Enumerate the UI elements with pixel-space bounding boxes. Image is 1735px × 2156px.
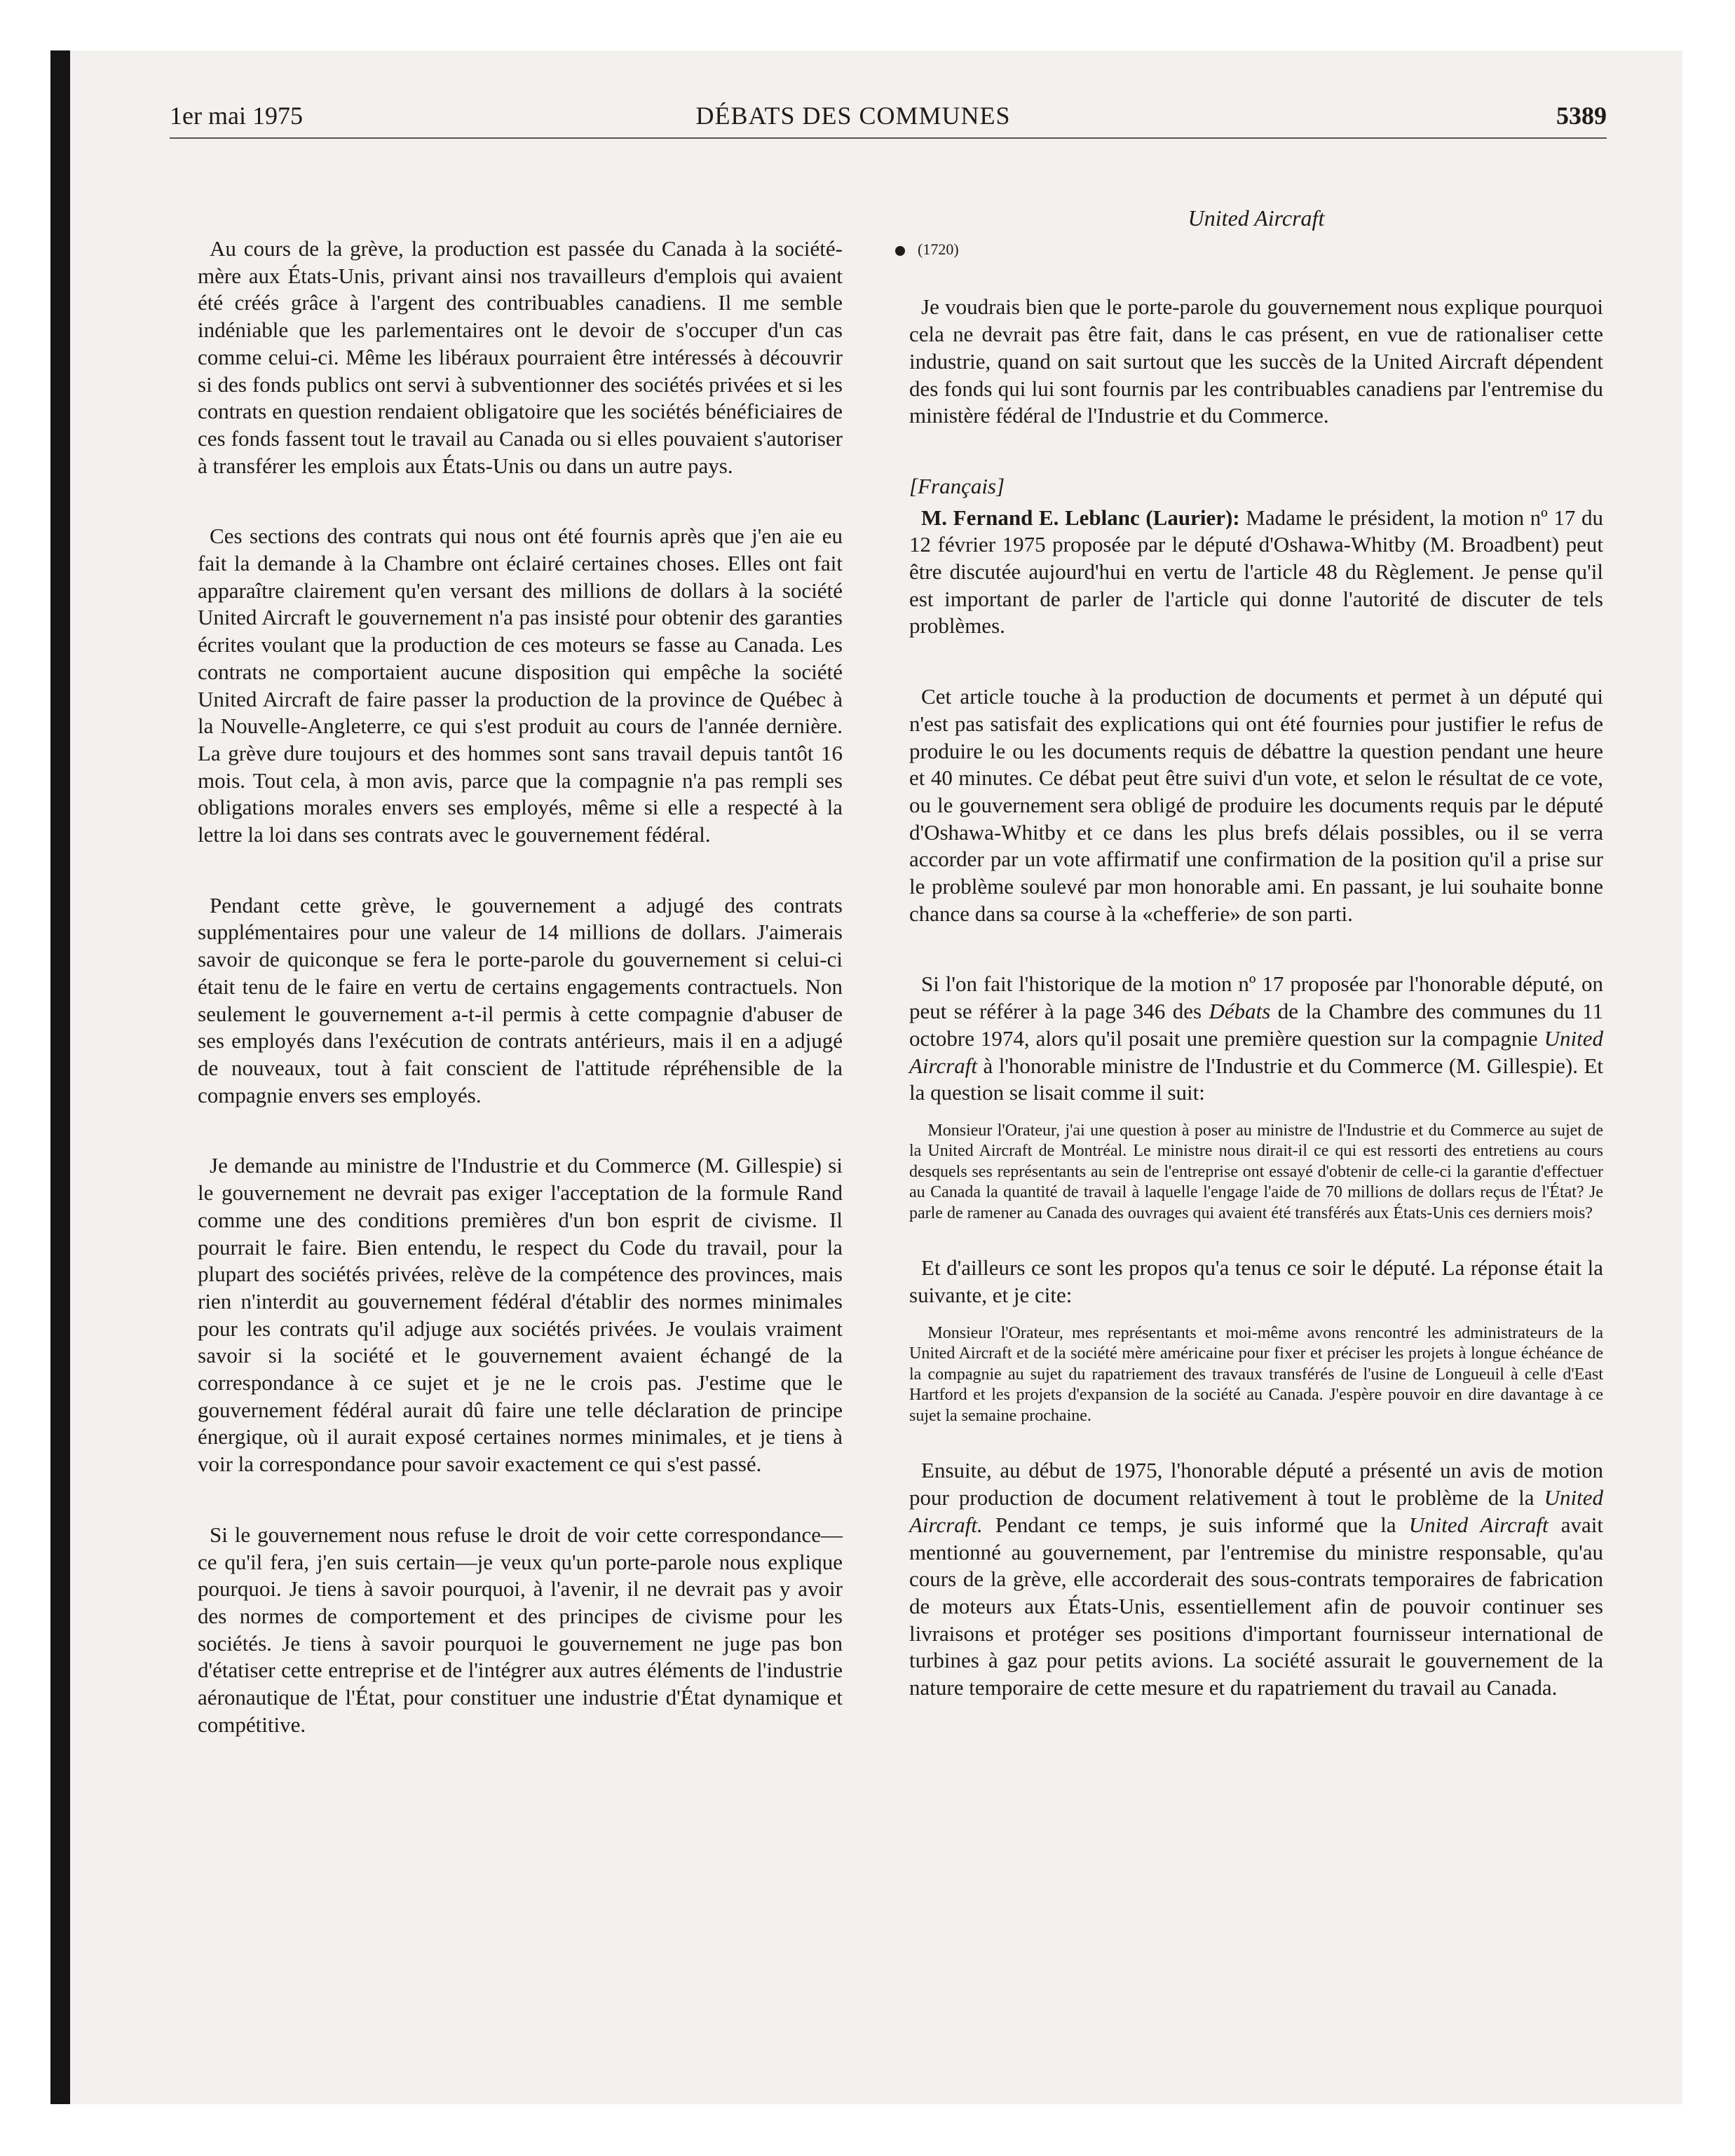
left-paragraph-3: Pendant cette grève, le gouvernement a adjugé des contrats supplémentaires pour une valeur de 14 millions de dollars. J'aimerais savoir de quiconque se fera le porte-parole du gouvernement si celui-ci était tenu de le faire en vertu de certains engagements contractuels. Non seulement le gouvernement a-t-il permis à cette compagnie d'abuser de ses employés dans l'exécution de contrats antérieurs, mais il en a adjugé de nouveaux, tout à fait conscient de l'attitude répréhensible de la compagnie envers ses employés. [198,892,843,1107]
header-rule [170,137,1607,139]
speaker-name: M. Fernand E. Leblanc (Laurier): [921,505,1240,530]
p4-debats: Débats [1209,999,1271,1024]
right-paragraph-2-text: Madame le président, la motion nº 17 du 12 février 1975 proposée par le député d'Oshawa-Whitby (M. Broadbent) peut être discutée aujourd'hui en vertu de l'article 48 du Règlement. Je pense qu'il est important de parler de l'article qui donne l'autorité de discuter de tels problèmes. [909,505,1604,639]
p6-text-c: avait mentionné au gouvernement, par l'entremise du ministre responsable, qu'au cours de la grève, elle accorderait des sous-contrats temporaires de fabrication de moteurs aux États-Unis, essentiellement afin de pouvoir continuer ses livraisons et protéger ses positions d'important fournisseur international de turbines à gaz pour petits avions. La société assurait le gouvernement de la nature temporaire de cette mesure et du rapatriement du travail au Canada. [909,1512,1603,1700]
topic-heading: United Aircraft [1188,205,1325,231]
p6-text-b: Pendant ce temps, je suis informé que la [982,1512,1409,1537]
left-paragraph-5: Si le gouvernement nous refuse le droit de voir cette correspondance—ce qu'il fera, j'en suis certain—je veux qu'un porte-parole nous explique pourquoi. Je tiens à savoir pourquoi, à l'avenir, il ne devrait pas y avoir des normes de comportement et des principes de civisme pour les sociétés. Je tiens à savoir pourquoi le gouvernement ne juge pas bon d'étatiser cette entreprise et de l'intégrer aux autres éléments de l'industrie aéronautique de l'État, pour constituer une industrie d'État dynamique et compétitive. [198,1522,843,1737]
p4-united-aircraft: United Aircraft [909,1025,1603,1078]
right-column [909,150,1603,1745]
quotation-1: Monsieur l'Orateur, j'ai une question à poser au ministre de l'Industrie et du Commerce au sujet de la United Aircraft de Montréal. Le ministre nous dirait-il ce qui est ressorti des entretiens au cours desquels ses représentants au sein de l'entreprise ont essayé d'obtenir de celle-ci la garantie d'effectuer au Canada la quantité de travail à laquelle l'engage l'aide de 70 millions de dollars reçus de l'État? Je parle de ramener au Canada des ouvrages qui avaient été transférés aux États-Unis ces derniers mois? [909,1121,1603,1222]
running-head [100,101,1607,136]
scan-binding-edge [50,50,70,2104]
right-paragraph-1: Je voudrais bien que le porte-parole du gouvernement nous explique pourquoi cela ne devrait pas être fait, dans le cas présent, en vue de rationaliser cette industrie, quand on sait surtout que les succès de la United Aircraft dépendent des fonds qui lui sont fournis par les contribuables canadiens par l'entremise du ministère fédéral de l'Industrie et du Commerce. [909,294,1603,428]
p4-text-a: Si l'on fait l'historique de la motion nº 17 proposée par l'honorable député, on peut se référer à la page 346 des [909,971,1603,1024]
right-paragraph-4 [909,971,1603,1107]
right-paragraph-2 [909,505,1603,641]
bullet-icon [895,246,905,256]
right-paragraph-5: Et d'ailleurs ce sont les propos qu'a tenus ce soir le député. La réponse était la suivante, et je cite: [909,1255,1603,1308]
p6-united-aircraft-1: United Aircraft. [909,1485,1603,1537]
header-page-number: 5389 [1556,102,1607,130]
right-paragraph-3: Cet article touche à la production de documents et permet à un député qui n'est pas satisfait des explications qui ont été fournies pour justifier le refus de produire le ou les documents requis de débattre la question pendant une heure et 40 minutes. Ce débat peut être suivi d'un vote, et selon le résultat de ce vote, ou le gouvernement sera obligé de produire les documents requis par le député d'Oshawa-Whitby et ce dans les plus brefs délais possibles, ou il se verra accorder par un vote affirmatif une confirmation de la position qu'il a prise sur le problème soulevé par mon honorable ami. En passant, je lui souhaite bonne chance dans sa course à la «chefferie» de son parti. [909,684,1603,926]
p6-text-a: Ensuite, au début de 1975, l'honorable député a présenté un avis de motion pour production de document relativement à tout le problème de la [909,1458,1603,1510]
header-title: DÉBATS DES COMMUNES [695,102,1011,130]
p4-text-b: de la Chambre des communes du 11 octobre 1974, alors qu'il posait une première question sur la compagnie [909,999,1603,1051]
left-paragraph-4: Je demande au ministre de l'Industrie et du Commerce (M. Gillespie) si le gouvernement ne devrait pas exiger l'acceptation de la formule Rand comme une des conditions premières d'un bon esprit de civisme. Il pourrait le faire. Bien entendu, le respect du Code du travail, pour la plupart des sociétés privées, relève de la compétence des provinces, mais rien n'interdit au gouvernement fédéral d'établir des normes minimales pour les contrats qu'il adjuge aux sociétés privées. Je voulais vraiment savoir si la société et le gouvernement avaient échangé de la correspondance à ce sujet et je ne le crois pas. J'estime que le gouvernement fédéral aurait dû faire une telle déclaration de principe énergique, où il aurait exposé certaines normes minimales, et je tiens à voir la correspondance pour savoir exactement ce qui s'est passé. [198,1153,843,1477]
right-paragraph-6 [909,1457,1603,1701]
header-date: 1er mai 1975 [170,102,303,130]
p6-united-aircraft-2: United Aircraft [1408,1512,1549,1537]
time-stamp: (1720) [918,240,959,258]
language-tag: [Français] [909,473,1005,498]
p4-text-c: à l'honorable ministre de l'Industrie et du Commerce (M. Gillespie). Et la question se lisait comme il suit: [909,1053,1603,1105]
time-marker [895,236,1603,264]
left-column [198,236,843,1782]
quotation-2: Monsieur l'Orateur, mes représentants et moi-même avons rencontré les administrateurs de la United Aircraft et de la société mère américaine pour fixer et préciser les projets à longue échéance de la compagnie au sujet du rapatriement des travaux transférés de l'usine de Longueuil à celle d'East Hartford et les projets d'expansion de la société au Canada. J'espère pouvoir en dire davantage à ce sujet la semaine prochaine. [909,1323,1603,1425]
left-paragraph-1: Au cours de la grève, la production est passée du Canada à la société-mère aux États-Unis, privant ainsi nos travailleurs d'emplois qui avaient été créés grâce à l'argent des contribuables canadiens. Il me semble indéniable que les parlementaires ont le devoir de s'occuper d'un cas comme celui-ci. Même les libéraux pourraient être intéressés à découvrir si des fonds publics ont servi à subventionner des sociétés privées et si les contrats en question rendaient obligatoire que les sociétés bénéficiaires de ces fonds fassent tout le travail au Canada ou si elles pouvaient s'autoriser à transférer les emplois aux États-Unis ou dans un autre pays. [198,236,843,478]
left-paragraph-2: Ces sections des contrats qui nous ont été fournis après que j'en aie eu fait la demande à la Chambre ont éclairé certaines choses. Elles ont fait apparaître clairement qu'en versant des millions de dollars à la société United Aircraft le gouvernement n'a pas insisté pour obtenir des garanties écrites voulant que la production de ces moteurs se fasse au Canada. Les contrats ne comportaient aucune disposition qui empêche la société United Aircraft de faire passer la production de la province de Québec à la Nouvelle-Angleterre, ce qui s'est produit au cours de l'année dernière. La grève dure toujours et des hommes sont sans travail depuis tantôt 16 mois. Tout cela, à mon avis, parce que la compagnie n'a pas rempli ses obligations morales envers ses employés, même si elle a respecté à la lettre la loi dans ses contrats avec le gouvernement fédéral. [198,524,843,847]
